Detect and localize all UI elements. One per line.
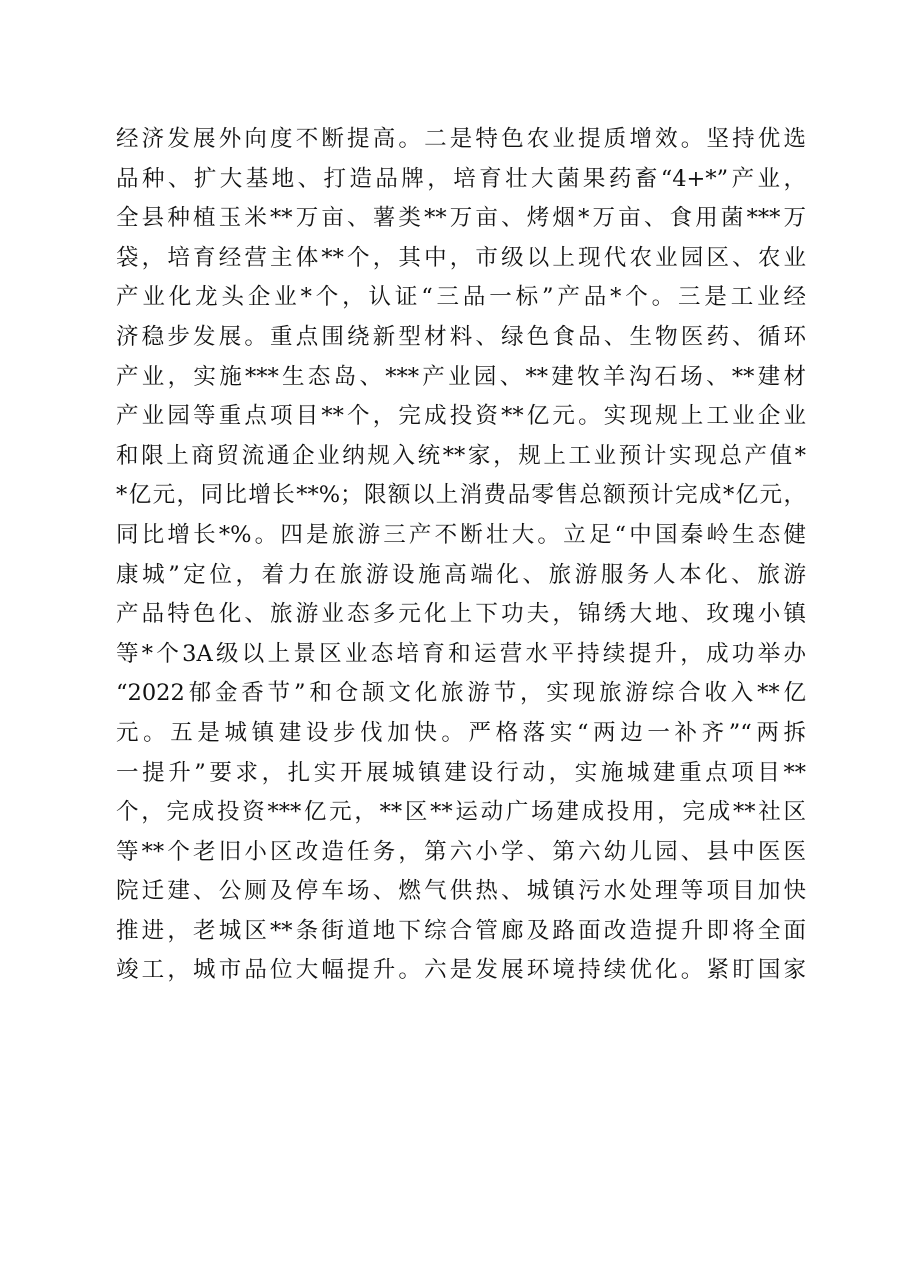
text-line-1: 经济发展外向度不断提高。二是特色农业提质增效。坚持优选 <box>116 126 806 152</box>
text-line-16: 元。五是城镇建设步伐加快。严格落实“两边一补齐”“两拆 <box>116 719 806 746</box>
text-line-5: 产业化龙头企业*个，认证“三品一标”产品*个。三是工业经 <box>116 284 806 311</box>
text-line-12: 康城”定位，着力在旅游设施高端化、旅游服务人本化、旅游 <box>116 561 806 588</box>
text-line-6: 济稳步发展。重点围绕新型材料、绿色食品、生物医药、循环 <box>116 323 806 350</box>
text-line-14: 等*个3A级以上景区业态培育和运营水平持续提升，成功举办 <box>116 640 806 667</box>
text-line-15: “2022郁金香节”和仓颉文化旅游节，实现旅游综合收入**亿 <box>116 680 806 707</box>
text-line-2: 品种、扩大基地、打造品牌，培育壮大菌果药畜“4+*”产业， <box>116 165 806 192</box>
text-line-17: 一提升”要求，扎实开展城镇建设行动，实施城建重点项目** <box>116 759 806 786</box>
text-line-10: *亿元，同比增长**%；限额以上消费品零售总额预计完成*亿元， <box>116 482 806 509</box>
text-line-19: 等**个老旧小区改造任务，第六小学、第六幼儿园、县中医医 <box>116 838 806 865</box>
text-line-8: 产业园等重点项目**个，完成投资**亿元。实现规上工业企业 <box>116 403 806 430</box>
text-line-21: 推进，老城区**条街道地下综合管廊及路面改造提升即将全面 <box>116 917 806 944</box>
text-line-9: 和限上商贸流通企业纳规入统**家，规上工业预计实现总产值* <box>116 442 806 469</box>
text-line-18: 个，完成投资***亿元，**区**运动广场建成投用，完成**社区 <box>116 799 806 826</box>
text-line-22: 竣工，城市品位大幅提升。六是发展环境持续优化。紧盯国家 <box>116 957 806 984</box>
text-line-11: 同比增长*%。四是旅游三产不断壮大。立足“中国秦岭生态健 <box>116 521 806 548</box>
body-text <box>116 120 806 991</box>
text-line-3: 全县种植玉米**万亩、薯类**万亩、烤烟*万亩、食用菌***万 <box>116 205 806 232</box>
text-line-7: 产业，实施***生态岛、***产业园、**建牧羊沟石场、**建材 <box>116 363 806 390</box>
text-line-13: 产品特色化、旅游业态多元化上下功夫，锦绣大地、玫瑰小镇 <box>116 601 806 628</box>
text-line-4: 袋，培育经营主体**个，其中，市级以上现代农业园区、农业 <box>116 244 806 271</box>
text-line-20: 院迁建、公厕及停车场、燃气供热、城镇污水处理等项目加快 <box>116 878 806 905</box>
